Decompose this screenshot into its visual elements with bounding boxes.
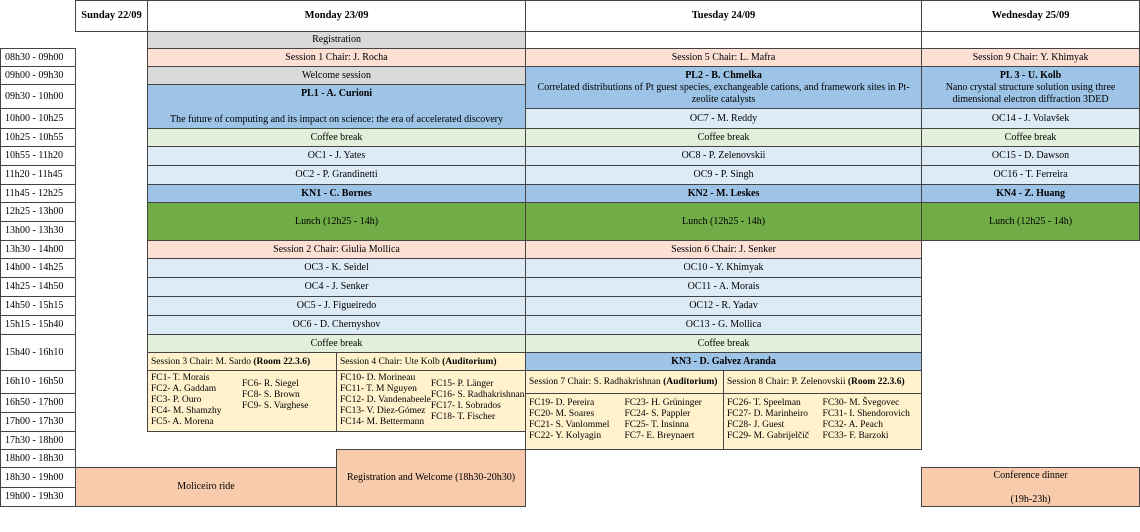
time-slot: 09h00 - 09h30 [1, 67, 76, 85]
time-slot: 19h00 - 19h30 [1, 488, 76, 507]
pl3-cell [922, 67, 1140, 109]
time-slot: 11h45 - 12h25 [1, 185, 76, 203]
fc-list [151, 373, 242, 428]
wednesday-evening-blank [922, 450, 1140, 468]
session-3-chair: Session 3 Chair: M. Sardo [151, 356, 252, 367]
time-slot: 15h15 - 15h40 [1, 316, 76, 335]
fc-list [529, 398, 625, 442]
fc-item: FC13- V. Diez-Gómez [340, 406, 426, 416]
header-tuesday: Tuesday 24/09 [526, 1, 922, 32]
session-7-chair: Session 7 Chair: S. Radhakrishnan [529, 377, 661, 387]
time-slot: 14h00 - 14h25 [1, 259, 76, 278]
oc9: OC9 - P. Singh [526, 166, 922, 185]
sunday-blank [76, 32, 148, 413]
time-slot: 09h30 - 10h00 [1, 85, 76, 109]
session-7 [526, 371, 724, 394]
session-8-fc [724, 394, 922, 450]
pl3-desc: Nano crystal structure solution using three dimensional electron diffraction 3DED [945, 81, 1116, 105]
time-slot: 14h25 - 14h50 [1, 278, 76, 297]
coffee-break: Coffee break [922, 129, 1140, 147]
fc-item: FC30- M. Švegovec [822, 398, 900, 408]
time-slot: 15h40 - 16h10 [1, 335, 76, 371]
time-slot: 10h55 - 11h20 [1, 147, 76, 166]
oc16: OC16 - T. Ferreira [922, 166, 1140, 185]
time-slot: 12h25 - 13h00 [1, 203, 76, 222]
corner-cell [1, 1, 76, 32]
session-4-room: (Auditorium) [442, 356, 497, 367]
oc3: OC3 - K. Seidel [148, 259, 526, 278]
session-9: Session 9 Chair: Y. Khimyak [922, 49, 1140, 67]
session-3-room: (Room 22.3.6) [253, 356, 311, 367]
fc-item: FC28- J. Guest [727, 420, 785, 430]
pl2-title: PL2 - B. Chmelka [685, 69, 762, 81]
session-4 [337, 353, 526, 371]
fc-item: FC1- T. Morais [151, 373, 210, 383]
kn1: KN1 - C. Bornes [148, 185, 526, 203]
time-slot: 17h30 - 18h00 [1, 432, 76, 450]
fc-item: FC21- S. Vanlommel [529, 420, 610, 430]
session-1: Session 1 Chair: J. Rocha [148, 49, 526, 67]
oc15: OC15 - D. Dawson [922, 147, 1140, 166]
pl2-cell [526, 67, 922, 109]
coffee-break: Coffee break [148, 129, 526, 147]
fc-item: FC7- E. Breynaert [624, 431, 695, 441]
pl3-title: PL 3 - U. Kolb [999, 69, 1062, 81]
fc-item: FC11- T. M Nguyen [340, 384, 417, 394]
time-slot: 11h20 - 11h45 [1, 166, 76, 185]
session-4-chair: Session 4 Chair: Ute Kolb [340, 356, 440, 367]
fc-item: FC22- Y. Kolyagin [529, 431, 602, 441]
coffee-break: Coffee break [526, 129, 922, 147]
coffee-break: Coffee break [148, 335, 526, 353]
time-slot: 18h30 - 19h00 [1, 468, 76, 488]
monday-evening-blank [76, 432, 337, 468]
wednesday-afternoon-blank [922, 241, 1140, 413]
session-3-fc [148, 371, 337, 432]
fc-item: FC14- M. Bettermann [340, 417, 425, 427]
session-3 [148, 353, 337, 371]
fc-item: FC6- R. Siegel [242, 379, 299, 389]
time-blank [1, 32, 76, 49]
fc-list [340, 373, 431, 428]
fc-item: FC18- T. Fischer [430, 412, 496, 422]
time-slot: 13h30 - 14h00 [1, 241, 76, 259]
time-slot: 10h00 - 10h25 [1, 109, 76, 129]
pl2-desc: Correlated distributions of Pt guest species, exchangeable cations, and framework sites in Pt-zeolite catalysts [537, 81, 910, 105]
header-monday: Monday 23/09 [148, 1, 526, 32]
fc-item: FC29- M. Gabrijelčič [727, 431, 810, 441]
fc-item: FC27- D. Marinheiro [727, 409, 809, 419]
fc-item: FC31- I. Shendorovich [822, 409, 910, 419]
registration: Registration [148, 32, 526, 49]
kn3: KN3 - D. Galvez Aranda [526, 353, 922, 371]
oc14: OC14 - J. Volavšek [922, 109, 1140, 129]
fc-item: FC10- D. Morineau [340, 373, 416, 383]
session-4-fc [337, 371, 526, 432]
pl1-desc: The future of computing and its impact on science: the era of accelerated discovery [170, 114, 503, 125]
fc-item: FC26- T. Speelman [727, 398, 801, 408]
session-5: Session 5 Chair: L. Mafra [526, 49, 922, 67]
fc-item: FC16- S. Radhakrishnan [430, 390, 525, 400]
kn4: KN4 - Z. Huang [922, 185, 1140, 203]
wednesday-blank [922, 32, 1140, 49]
conference-dinner [922, 468, 1140, 507]
pl1-title: PL1 - A. Curioni [300, 88, 373, 99]
oc1: OC1 - J. Yates [148, 147, 526, 166]
fc-item: FC12- D. Vandenabeele [340, 395, 431, 405]
fc-item: FC25- T. Insinna [624, 420, 689, 430]
fc-item: FC23- H. Grüninger [624, 398, 702, 408]
fc-list [431, 373, 525, 428]
fc-item: FC15- P. Länger [430, 379, 494, 389]
time-slot: 16h50 - 17h00 [1, 394, 76, 413]
oc5: OC5 - J. Figueiredo [148, 297, 526, 316]
fc-item: FC19- D. Pereira [529, 398, 595, 408]
oc10: OC10 - Y. Khimyak [526, 259, 922, 278]
oc6: OC6 - D. Chernyshov [148, 316, 526, 335]
fc-item: FC3- P. Ouro [151, 395, 202, 405]
fc-item: FC32- A. Peach [822, 420, 883, 430]
sunday-registration: Registration and Welcome (18h30-20h30) [337, 450, 526, 507]
oc2: OC2 - P. Grandinetti [148, 166, 526, 185]
lunch: Lunch (12h25 - 14h) [526, 203, 922, 241]
dinner-title: Conference dinner [993, 470, 1068, 481]
moliceiro-ride: Moliceiro ride [76, 468, 337, 507]
oc11: OC11 - A. Morais [526, 278, 922, 297]
fc-item: FC2- A. Gaddam [151, 384, 217, 394]
session-8-chair: Session 8 Chair: P. Zelenovskii [727, 377, 846, 387]
welcome-session: Welcome session [148, 67, 526, 85]
time-slot: 10h25 - 10h55 [1, 129, 76, 147]
fc-list [625, 398, 721, 442]
fc-list [823, 398, 919, 442]
session-8-room: (Room 22.3.6) [847, 377, 905, 387]
session-7-room: (Auditorium) [663, 377, 718, 387]
oc8: OC8 - P. Zelenovskii [526, 147, 922, 166]
lunch: Lunch (12h25 - 14h) [148, 203, 526, 241]
time-slot: 18h00 - 18h30 [1, 450, 76, 468]
fc-item: FC17- I. Sobrados [430, 401, 501, 411]
session-2: Session 2 Chair: Giulia Mollica [148, 241, 526, 259]
time-slot: 08h30 - 09h00 [1, 49, 76, 67]
time-slot: 13h00 - 13h30 [1, 222, 76, 241]
fc-item: FC8- S. Brown [242, 390, 300, 400]
tuesday-blank [526, 32, 922, 49]
fc-item: FC4- M. Shamzhy [151, 406, 222, 416]
coffee-break: Coffee break [526, 335, 922, 353]
oc12: OC12 - R. Yadav [526, 297, 922, 316]
oc7: OC7 - M. Reddy [526, 109, 922, 129]
fc-item: FC24- S. Pappler [624, 409, 691, 419]
fc-item: FC20- M. Soares [529, 409, 595, 419]
session-8 [724, 371, 922, 394]
time-slot: 14h50 - 15h15 [1, 297, 76, 316]
lunch: Lunch (12h25 - 14h) [922, 203, 1140, 241]
fc-list [242, 373, 333, 428]
dinner-time: (19h-23h) [1010, 494, 1051, 505]
tuesday-evening-blank [526, 450, 922, 507]
session-7-fc [526, 394, 724, 450]
fc-item: FC9- S. Varghese [242, 401, 309, 411]
time-slot: 17h00 - 17h30 [1, 413, 76, 432]
pl1-cell [148, 85, 526, 129]
header-wednesday: Wednesday 25/09 [922, 1, 1140, 32]
session-6: Session 6 Chair: J. Senker [526, 241, 922, 259]
fc-list [727, 398, 823, 442]
kn2: KN2 - M. Leskes [526, 185, 922, 203]
time-slot: 16h10 - 16h50 [1, 371, 76, 394]
oc4: OC4 - J. Senker [148, 278, 526, 297]
fc-item: FC33- F. Barzoki [822, 431, 889, 441]
oc13: OC13 - G. Mollica [526, 316, 922, 335]
fc-item: FC5- A. Morena [151, 417, 214, 427]
header-sunday: Sunday 22/09 [76, 1, 148, 32]
